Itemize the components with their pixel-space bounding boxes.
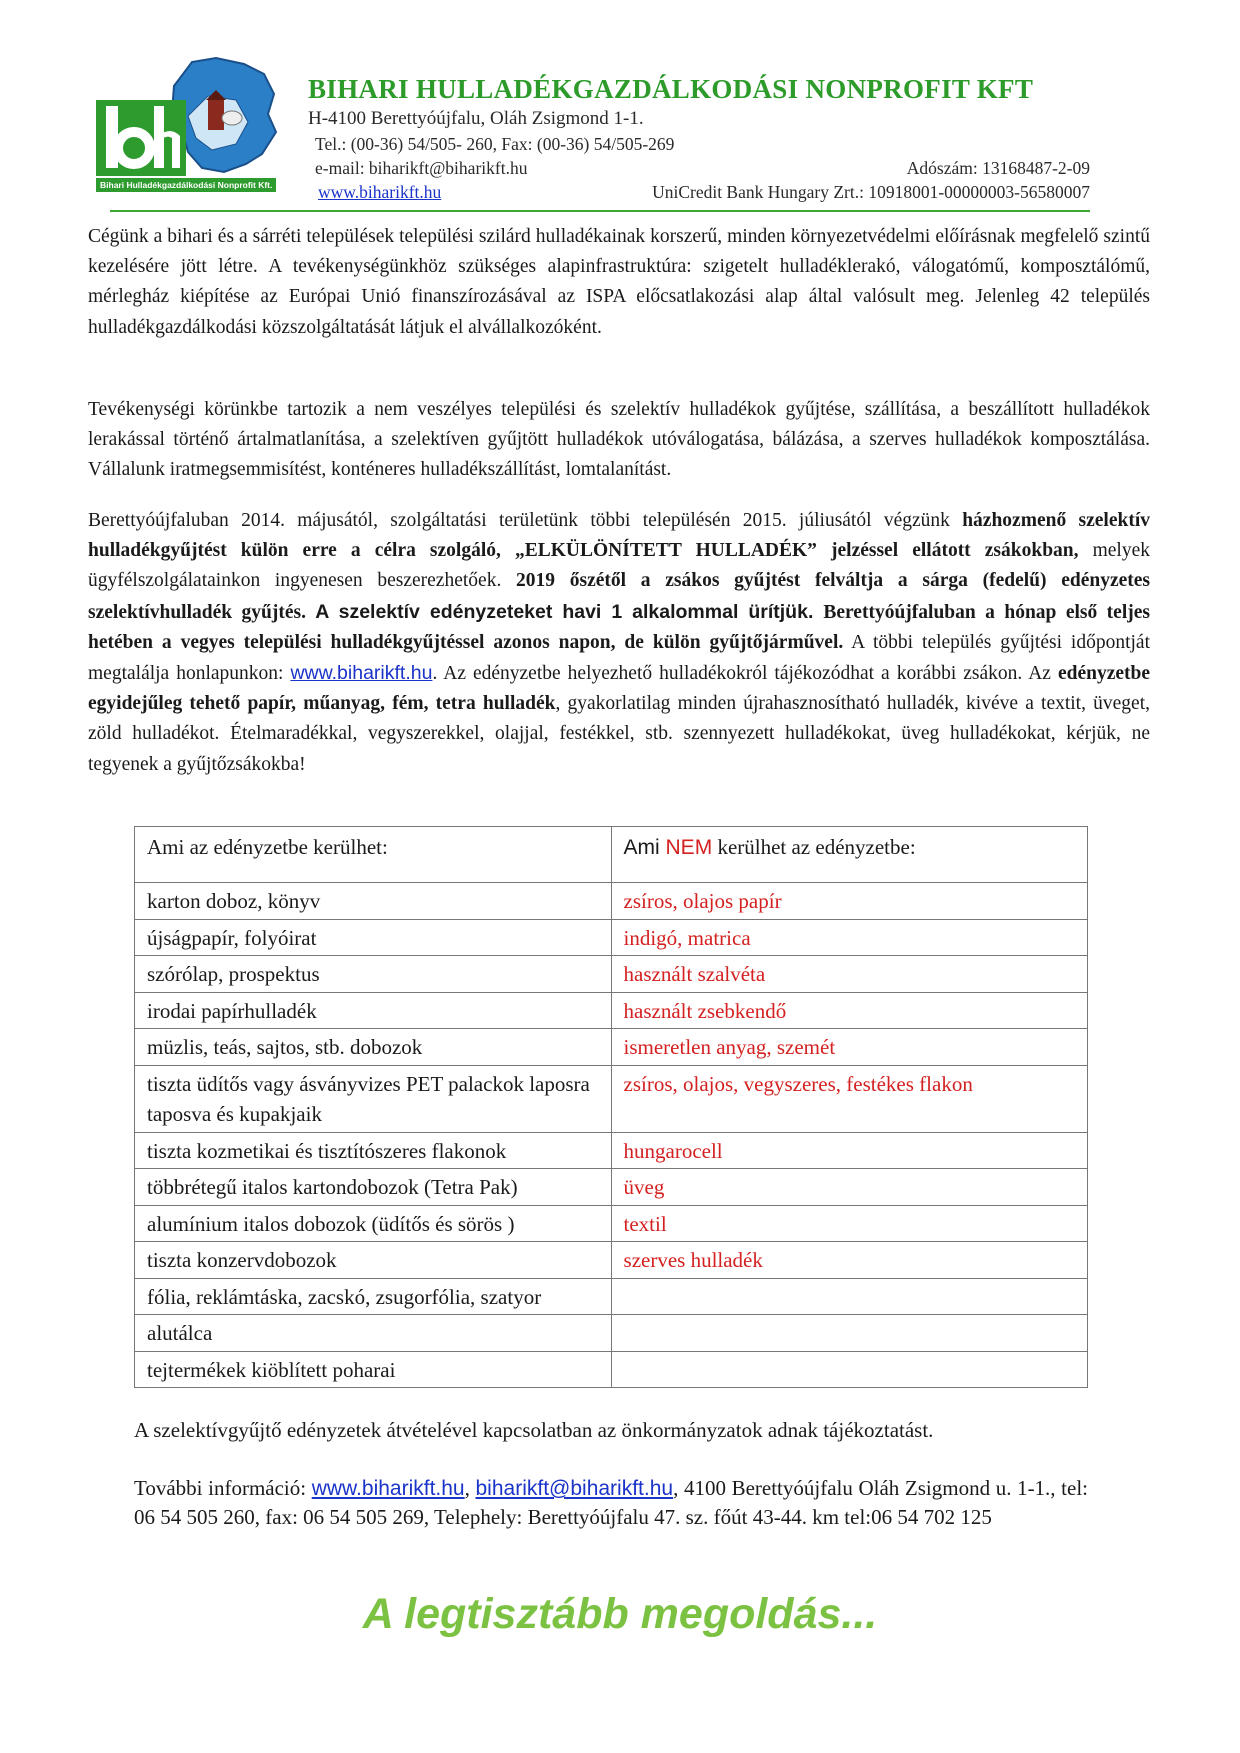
allowed-item: tejtermékek kiöblített poharai: [135, 1351, 612, 1388]
table-row: [135, 1132, 1088, 1169]
not-allowed-item: használt szalvéta: [611, 956, 1087, 993]
header-allowed: Ami az edényzetbe kerülhet:: [135, 827, 612, 883]
waste-sorting-table: [134, 826, 1088, 1388]
collection-bold-3: Berettyóújfaluban a hónap első teljes hetében a vegyes települési hulladékgyűjtéssel azonos napon, de külön gyűjtőjárművel.: [88, 601, 1150, 653]
not-allowed-item: [611, 1351, 1087, 1388]
table-row: [135, 1065, 1088, 1132]
not-allowed-item: ismeretlen anyag, szemét: [611, 1029, 1087, 1066]
intro-paragraph: Cégünk a bihari és a sárréti települések települési szilárd hulladékainak korszerű, minden környezetvédelmi előírásnak megfelelő szintű kezelésére jött létre. A tevékenységünkhöz szükséges alapinfrastruktúra: szigetelt hulladéklerakó, válogatómű, komposztálómű, mérlegház kiépítése az Európai Unió finanszírozásával az ISPA előcsatlakozási alap által valósult meg. Jelenleg 42 település hulladékgazdálkodási közszolgáltatását látjuk el alvállalkozóként.: [88, 226, 1150, 338]
not-allowed-item: hungarocell: [611, 1132, 1087, 1169]
allowed-item: többrétegű italos kartondobozok (Tetra Pak): [135, 1169, 612, 1206]
collection-bold-2: 2019 őszétől a zsákos gyűjtést felváltja a sárga (fedelű) edényzetes szelektívhulladék gyűjtés.: [88, 570, 1150, 623]
not-allowed-item: [611, 1278, 1087, 1315]
collection-paragraph: [88, 506, 1150, 780]
allowed-item: karton doboz, könyv: [135, 883, 612, 920]
allowed-item: müzlis, teás, sajtos, stb. dobozok: [135, 1029, 612, 1066]
table-row: [135, 1351, 1088, 1388]
company-website-link[interactable]: www.biharikft.hu: [318, 182, 442, 202]
slogan: A legtisztább megoldás...: [362, 1590, 878, 1638]
table-row: [135, 1205, 1088, 1242]
allowed-item: alumínium italos dobozok (üdítős és sörös ): [135, 1205, 612, 1242]
not-allowed-item: [611, 1315, 1087, 1352]
header-divider: [110, 210, 1090, 212]
table-row: [135, 919, 1088, 956]
table-row: [135, 1278, 1088, 1315]
table-header-row: [135, 827, 1088, 883]
company-logo: [96, 56, 296, 206]
not-allowed-item: zsíros, olajos papír: [611, 883, 1087, 920]
collection-text-1: Berettyóújfaluban 2014. májusától, szolgáltatási területünk többi településén 2015. júliusától végzünk: [88, 510, 963, 531]
table-row: [135, 992, 1088, 1029]
allowed-item: alutálca: [135, 1315, 612, 1352]
allowed-item: tiszta konzervdobozok: [135, 1242, 612, 1279]
not-allowed-item: indigó, matrica: [611, 919, 1087, 956]
not-allowed-item: üveg: [611, 1169, 1087, 1206]
contact-info: További információ: www.biharikft.hu, biharikft@biharikft.hu, 4100 Berettyóújfalu Oláh Zsigmond u. 1-1., tel: 06 54 505 260, fax: 06 54 505 269, Telephely: Berettyóújfalu 47. sz. főút 43-44. km tel:06 54 702 125: [134, 1476, 1088, 1529]
info-email-link[interactable]: biharikft@biharikft.hu: [475, 1477, 674, 1500]
activities-paragraph: Tevékenységi körünkbe tartozik a nem veszélyes települési és szelektív hulladékok gyűjtése, szállítása, a beszállított hulladékok lerakással történő ártalmatlanítása, a szelektíven gyűjtött hulladékok utóválogatása, bálázása, a szerves hulladékok komposztálása. Vállalunk iratmegsemmisítést, konténeres hulladékszállítást, lomtalanítást.: [88, 399, 1150, 481]
table-row: [135, 1242, 1088, 1279]
table-row: [135, 1169, 1088, 1206]
allowed-item: újságpapír, folyóirat: [135, 919, 612, 956]
company-phone-fax: Tel.: (00-36) 54/505- 260, Fax: (00-36) 54/505-269: [315, 134, 675, 154]
table-row: [135, 1029, 1088, 1066]
collection-text-4: A többi település gyűjtési időpontját megtalálja honlapunkon:: [88, 631, 1150, 685]
collection-text-3: A szelektív edényzeteket havi 1 alkalommal ürítjük.: [306, 600, 824, 623]
table-row: [135, 956, 1088, 993]
collection-text-2: melyek ügyfélszolgálatainkon ingyenesen beszerezhetőek.: [88, 540, 1150, 592]
bank-account: UniCredit Bank Hungary Zrt.: 10918001-00000003-56580007: [652, 182, 1090, 202]
collection-bold-1: házhozmenő szelektív hulladékgyűjtést külön erre a célra szolgáló, „ELKÜLÖNÍTETT HULLADÉK” jelzéssel ellátott zsákokban,: [88, 510, 1150, 562]
table-row: [135, 1315, 1088, 1352]
collection-bold-4: edényzetbe egyidejűleg tehető papír, műanyag, fém, tetra hulladék: [88, 663, 1150, 715]
not-allowed-item: használt zsebkendő: [611, 992, 1087, 1029]
not-allowed-item: zsíros, olajos, vegyszeres, festékes flakon: [611, 1065, 1087, 1132]
info-address: , 4100 Berettyóújfalu Oláh Zsigmond u. 1-1., tel: 06 54 505 260, fax: 06 54 505 269, Telephely: Berettyóújfalu 47. sz. főút 43-44. km tel:06 54 702 125: [134, 1476, 1088, 1529]
table-row: [135, 883, 1088, 920]
municipality-note: A szelektívgyűjtő edényzetek átvételével kapcsolatban az önkormányzatok adnak tájékoztatást.: [134, 1418, 934, 1442]
header-not-allowed: Ami NEM kerülhet az edényzetbe:: [611, 827, 1087, 883]
nem-highlight: NEM: [665, 836, 713, 859]
allowed-item: fólia, reklámtáska, zacskó, zsugorfólia, szatyor: [135, 1278, 612, 1315]
company-name: BIHARI HULLADÉKGAZDÁLKODÁSI NONPROFIT KFT: [308, 74, 1034, 104]
not-allowed-item: szerves hulladék: [611, 1242, 1087, 1279]
not-allowed-item: textil: [611, 1205, 1087, 1242]
info-prefix: További információ:: [134, 1476, 312, 1500]
logo-caption: Bihari Hulladékgazdálkodási Nonprofit Kft.: [100, 180, 273, 190]
allowed-item: tiszta kozmetikai és tisztítószeres flakonok: [135, 1132, 612, 1169]
allowed-item: szórólap, prospektus: [135, 956, 612, 993]
info-website-link[interactable]: www.biharikft.hu: [311, 1477, 465, 1500]
allowed-item: tiszta üdítős vagy ásványvizes PET palackok laposra taposva és kupakjaik: [135, 1065, 612, 1132]
tax-number: Adószám: 13168487-2-09: [906, 158, 1090, 178]
company-address: H-4100 Berettyóújfalu, Oláh Zsigmond 1-1.: [308, 108, 644, 129]
allowed-item: irodai papírhulladék: [135, 992, 612, 1029]
website-link-inline[interactable]: www.biharikft.hu: [290, 662, 433, 685]
company-email: e-mail: biharikft@biharikft.hu: [315, 158, 528, 178]
collection-text-5: . Az edényzetbe helyezhető hulladékokról tájékozódhat a korábbi zsákon. Az: [432, 663, 1058, 685]
collection-text-6: , gyakorlatilag minden újrahasznosítható hulladék, kivéve a textit, üveget, zöld hulladékot. Ételmaradékkal, vegyszerekkel, olajjal, festékkel, stb. szennyezett hulladékokat, üveg hulladékokat, kérjük, ne tegyenek a gyűjtőzsákokba!: [88, 693, 1150, 775]
